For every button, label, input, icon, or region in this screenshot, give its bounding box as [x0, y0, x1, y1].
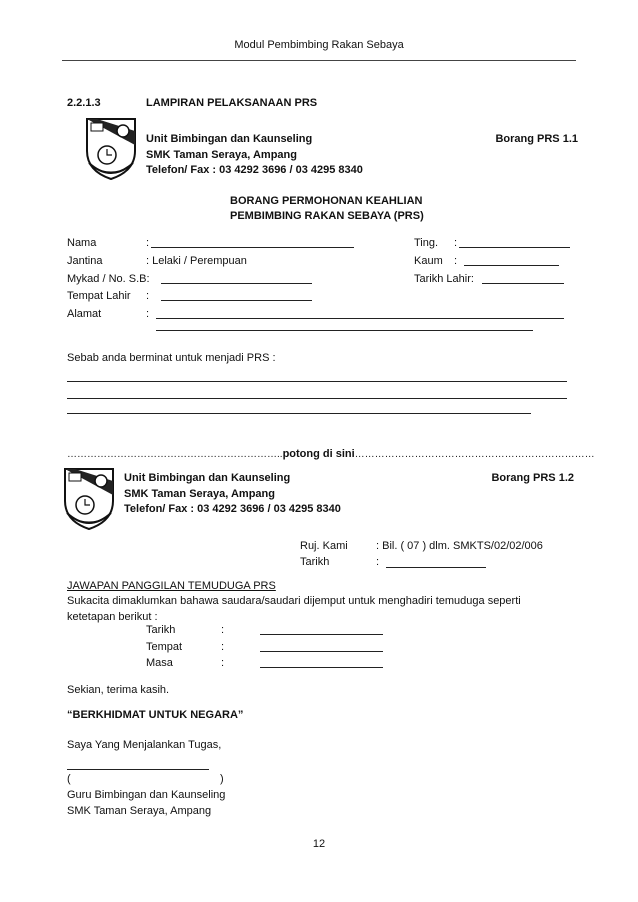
reason-field-line1[interactable]	[67, 381, 567, 382]
alamat-field-line1[interactable]	[156, 318, 564, 319]
kaum-label: Kaum	[414, 255, 443, 267]
form1-code: Borang PRS 1.1	[495, 133, 578, 145]
motto: “BERKHIDMAT UNTUK NEGARA”	[67, 709, 244, 721]
item-tarikh-label: Tarikh	[146, 624, 176, 636]
form2-org-line1: Unit Bimbingan dan Kaunseling	[124, 472, 291, 484]
tarikh-lahir-field[interactable]	[482, 283, 564, 284]
section-number: 2.2.1.3	[67, 97, 101, 109]
cut-line-label: potong di sini	[282, 448, 355, 460]
cut-line-dots-right: ………………………………………………………………	[354, 449, 595, 460]
paren-open: (	[67, 773, 71, 785]
header-rule	[62, 60, 576, 61]
alamat-label: Alamat	[67, 308, 102, 320]
alamat-colon: :	[146, 308, 150, 320]
ting-field[interactable]	[459, 247, 570, 248]
nama-label: Nama	[67, 237, 97, 249]
item-tarikh-field[interactable]	[260, 634, 383, 635]
signoff: Saya Yang Menjalankan Tugas,	[67, 739, 222, 751]
tempat-lahir-label: Tempat Lahir	[67, 290, 131, 302]
tempat-lahir-colon: :	[146, 290, 150, 302]
running-header: Modul Pembimbing Rakan Sebaya	[234, 39, 404, 51]
kaum-field[interactable]	[464, 265, 559, 266]
form1-org-line2: SMK Taman Seraya, Ampang	[146, 149, 297, 161]
closing-text: Sekian, terima kasih.	[67, 684, 170, 696]
school-crest-icon	[61, 467, 117, 531]
tarikh-label: Tarikh	[300, 556, 330, 568]
tarikh-field[interactable]	[386, 567, 486, 568]
school-crest-icon	[83, 117, 139, 181]
tarikh-colon: :	[376, 556, 380, 568]
ting-label: Ting.	[414, 237, 439, 249]
invitation-heading: JAWAPAN PANGGILAN TEMUDUGA PRS	[67, 580, 276, 592]
ruj-value: : Bil. ( 07 ) dlm. SMKTS/02/02/006	[376, 540, 543, 552]
tempat-lahir-field[interactable]	[161, 300, 312, 301]
item-masa-label: Masa	[146, 657, 173, 669]
page-number: 12	[312, 838, 326, 850]
invitation-body-line1: Sukacita dimaklumkan bahawa saudara/saudari dijemput untuk menghadiri temuduga seperti	[67, 595, 521, 607]
kaum-colon: :	[454, 255, 458, 267]
signer-school: SMK Taman Seraya, Ampang	[67, 805, 212, 817]
cut-line	[67, 448, 595, 460]
item-masa-colon: :	[221, 657, 225, 669]
item-tarikh-colon: :	[221, 624, 225, 636]
nama-colon: :	[146, 237, 150, 249]
tarikh-lahir-label: Tarikh Lahir:	[414, 273, 474, 285]
reason-field-line2[interactable]	[67, 398, 567, 399]
item-masa-field[interactable]	[260, 667, 383, 668]
item-tempat-field[interactable]	[260, 651, 383, 652]
mykad-label: Mykad / No. S.B:	[67, 273, 150, 285]
section-title: LAMPIRAN PELAKSANAAN PRS	[146, 97, 318, 109]
ruj-label: Ruj. Kami	[300, 540, 348, 552]
reason-field-line3[interactable]	[67, 413, 531, 414]
nama-field[interactable]	[151, 247, 354, 248]
form1-org-line3: Telefon/ Fax : 03 4292 3696 / 03 4295 8340	[146, 164, 363, 176]
ting-colon: :	[454, 237, 458, 249]
jantina-label: Jantina	[67, 255, 103, 267]
form2-org-line2: SMK Taman Seraya, Ampang	[124, 488, 275, 500]
signature-line[interactable]	[67, 769, 209, 770]
form1-title-line1: BORANG PERMOHONAN KEAHLIAN	[230, 195, 423, 207]
form1-title-line2: PEMBIMBING RAKAN SEBAYA (PRS)	[230, 210, 424, 222]
item-tempat-label: Tempat	[146, 641, 183, 653]
invitation-body-line2: ketetapan berikut :	[67, 611, 158, 623]
alamat-field-line2[interactable]	[156, 330, 533, 331]
item-tempat-colon: :	[221, 641, 225, 653]
form2-code: Borang PRS 1.2	[491, 472, 574, 484]
signer-title: Guru Bimbingan dan Kaunseling	[67, 789, 226, 801]
jantina-options[interactable]: : Lelaki / Perempuan	[146, 255, 247, 267]
reason-prompt: Sebab anda berminat untuk menjadi PRS :	[67, 352, 276, 364]
paren-close: )	[220, 773, 224, 785]
form1-org-line1: Unit Bimbingan dan Kaunseling	[146, 133, 313, 145]
cut-line-dots-left: ………………………………………………………..	[67, 449, 283, 460]
form2-org-line3: Telefon/ Fax : 03 4292 3696 / 03 4295 8340	[124, 503, 341, 515]
mykad-field[interactable]	[161, 283, 312, 284]
